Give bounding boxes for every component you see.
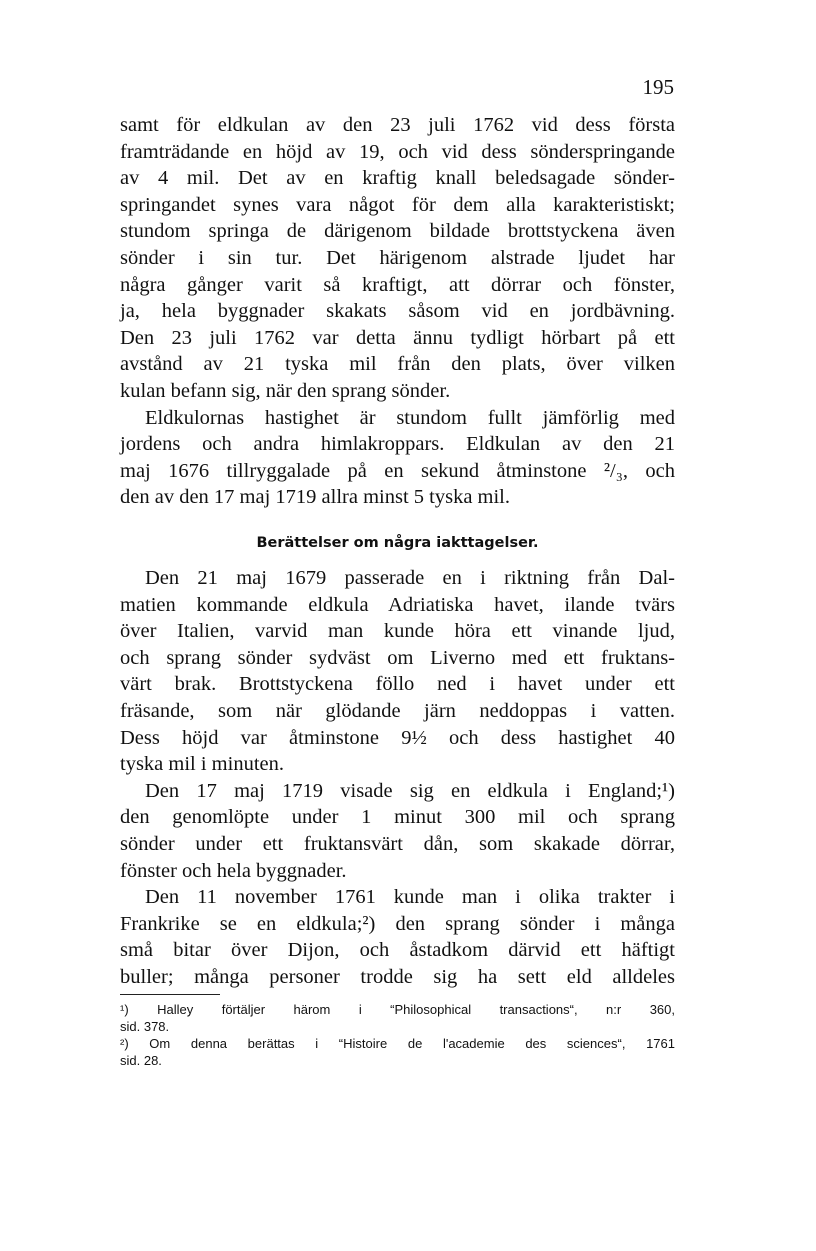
text-line: framträdande en höjd av 19, och vid dess sönderspringande bbox=[120, 140, 675, 163]
text-line: och sprang sönder sydväst om Liverno med ett fruktans- bbox=[120, 646, 675, 669]
page-number: 195 bbox=[642, 75, 674, 99]
text-line: Den 23 juli 1762 var detta ännu tydligt hörbart på ett bbox=[120, 326, 675, 349]
text-line: över Italien, varvid man kunde höra ett vinande ljud, bbox=[120, 620, 675, 643]
text-line: jordens och andra himlakroppars. Eldkulan av den 21 bbox=[120, 433, 675, 456]
text-line: fönster och hela byggnader. bbox=[120, 859, 347, 882]
text-line: Dess höjd var åtminstone 9½ och dess hastighet 40 bbox=[120, 726, 675, 749]
text-line: värt brak. Brottstyckena föllo ned i havet under ett bbox=[120, 673, 675, 696]
text-line: den genomlöpte under 1 minut 300 mil och sprang bbox=[120, 806, 675, 829]
footnote-line: ¹) Halley förtäljer härom i “Philosophical transactions“, n:r 360, bbox=[120, 1002, 675, 1017]
text-line: Den 11 november 1761 kunde man i olika trakter i bbox=[145, 886, 675, 909]
paragraph-block-1 bbox=[120, 112, 675, 511]
text-line: fräsande, som när glödande järn neddoppas i vatten. bbox=[120, 699, 675, 722]
paragraph-block-2 bbox=[120, 565, 675, 991]
text-line: av 4 mil. Det av en kraftig knall beledsagade sönder- bbox=[120, 167, 675, 190]
text-line: ja, hela byggnader skakats såsom vid en jordbävning. bbox=[120, 300, 675, 323]
footnote-line: ²) Om denna berättas i “Histoire de l'academie des sciences“, 1761 bbox=[120, 1036, 675, 1051]
footnote-line: sid. 28. bbox=[120, 1053, 162, 1068]
text-line: buller; många personer trodde sig ha sett eld alldeles bbox=[120, 965, 675, 988]
text-line: Frankrike se en eldkula;²) den sprang sönder i många bbox=[120, 912, 675, 935]
footnote-divider bbox=[120, 994, 220, 995]
text-line: små bitar över Dijon, och åstadkom därvid ett häftigt bbox=[120, 939, 675, 962]
text-line: avstånd av 21 tyska mil från den plats, över vilken bbox=[120, 353, 675, 376]
text-line: den av den 17 maj 1719 allra minst 5 tyska mil. bbox=[120, 486, 511, 509]
text-line: Eldkulornas hastighet är stundom fullt jämförlig med bbox=[145, 406, 675, 429]
section-heading: Berättelser om några iakttagelser. bbox=[256, 535, 539, 551]
footnote-line: sid. 378. bbox=[120, 1019, 170, 1034]
text-line: springandet synes vara något för dem alla karakteristiskt; bbox=[120, 193, 675, 216]
footnotes bbox=[120, 1001, 675, 1069]
text-line: tyska mil i minuten. bbox=[120, 753, 284, 776]
text-line: stundom springa de därigenom bildade brottstyckena även bbox=[120, 220, 675, 243]
text-line: Den 17 maj 1719 visade sig en eldkula i England;¹) bbox=[145, 779, 675, 802]
text-line: matien kommande eldkula Adriatiska havet, ilande tvärs bbox=[120, 593, 675, 616]
text-line: maj 1676 tillryggalade på en sekund åtminstone ²/₃, och bbox=[120, 459, 675, 482]
text-line: några gånger varit så kraftigt, att dörrar och fönster, bbox=[120, 273, 675, 296]
text-line: sönder under ett fruktansvärt dån, som skakade dörrar, bbox=[120, 832, 675, 855]
text-line: samt för eldkulan av den 23 juli 1762 vid dess första bbox=[120, 114, 675, 136]
text-line: kulan befann sig, när den sprang sönder. bbox=[120, 379, 451, 402]
text-line: Den 21 maj 1679 passerade en i riktning från Dal- bbox=[145, 567, 675, 589]
text-line: sönder i sin tur. Det härigenom alstrade ljudet har bbox=[120, 246, 675, 269]
